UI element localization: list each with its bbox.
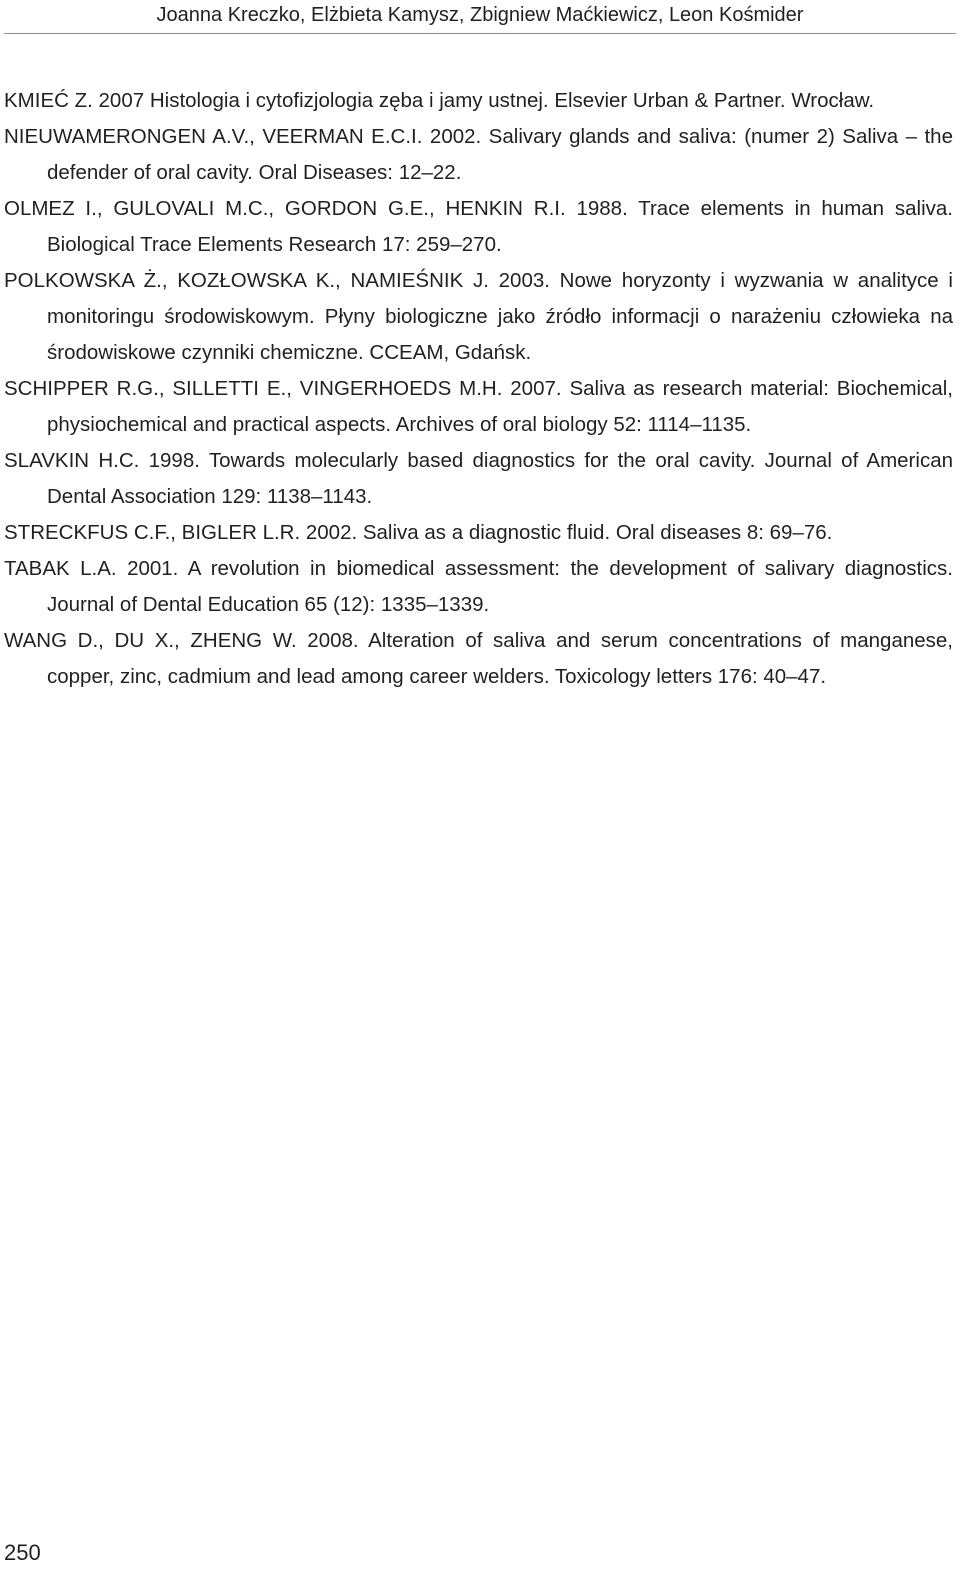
- reference-list: [4, 83, 953, 695]
- reference-item: TABAK L.A. 2001. A revolution in biomedical assessment: the development of salivary diagnostics. Journal of Dental Education 65 (12): 1335–1339.: [4, 557, 953, 616]
- page-number: 250: [4, 1540, 41, 1565]
- reference-item: POLKOWSKA Ż., KOZŁOWSKA K., NAMIEŚNIK J. 2003. Nowe horyzonty i wyzwania w analityce i monitoringu środowiskowym. Płyny biologiczne jako źródło informacji o narażeniu człowieka na środowiskowe czynniki chemiczne. CCEAM, Gdańsk.: [4, 269, 953, 364]
- reference-item: NIEUWAMERONGEN A.V., VEERMAN E.C.I. 2002. Salivary glands and saliva: (numer 2) Saliva – the defender of oral cavity. Oral Diseases: 12–22.: [4, 125, 953, 184]
- running-header: [4, 0, 956, 34]
- header-authors: Joanna Kreczko, Elżbieta Kamysz, Zbigniew Maćkiewicz, Leon Kośmider: [156, 4, 804, 26]
- reference-item: SCHIPPER R.G., SILLETTI E., VINGERHOEDS M.H. 2007. Saliva as research material: Biochemical, physiochemical and practical aspects. Archives of oral biology 52: 1114–1135.: [4, 377, 953, 436]
- reference-item: WANG D., DU X., ZHENG W. 2008. Alteration of saliva and serum concentrations of manganese, copper, zinc, cadmium and lead among career welders. Toxicology letters 176: 40–47.: [4, 629, 953, 688]
- reference-item: STRECKFUS C.F., BIGLER L.R. 2002. Saliva as a diagnostic fluid. Oral diseases 8: 69–76.: [4, 521, 833, 544]
- reference-item: KMIEĆ Z. 2007 Histologia i cytofizjologia zęba i jamy ustnej. Elsevier Urban & Partner. Wrocław.: [4, 89, 875, 112]
- reference-item: OLMEZ I., GULOVALI M.C., GORDON G.E., HENKIN R.I. 1988. Trace elements in human saliva. Biological Trace Elements Research 17: 259–270.: [4, 197, 953, 256]
- reference-item: SLAVKIN H.C. 1998. Towards molecularly based diagnostics for the oral cavity. Journal of American Dental Association 129: 1138–1143.: [4, 449, 953, 508]
